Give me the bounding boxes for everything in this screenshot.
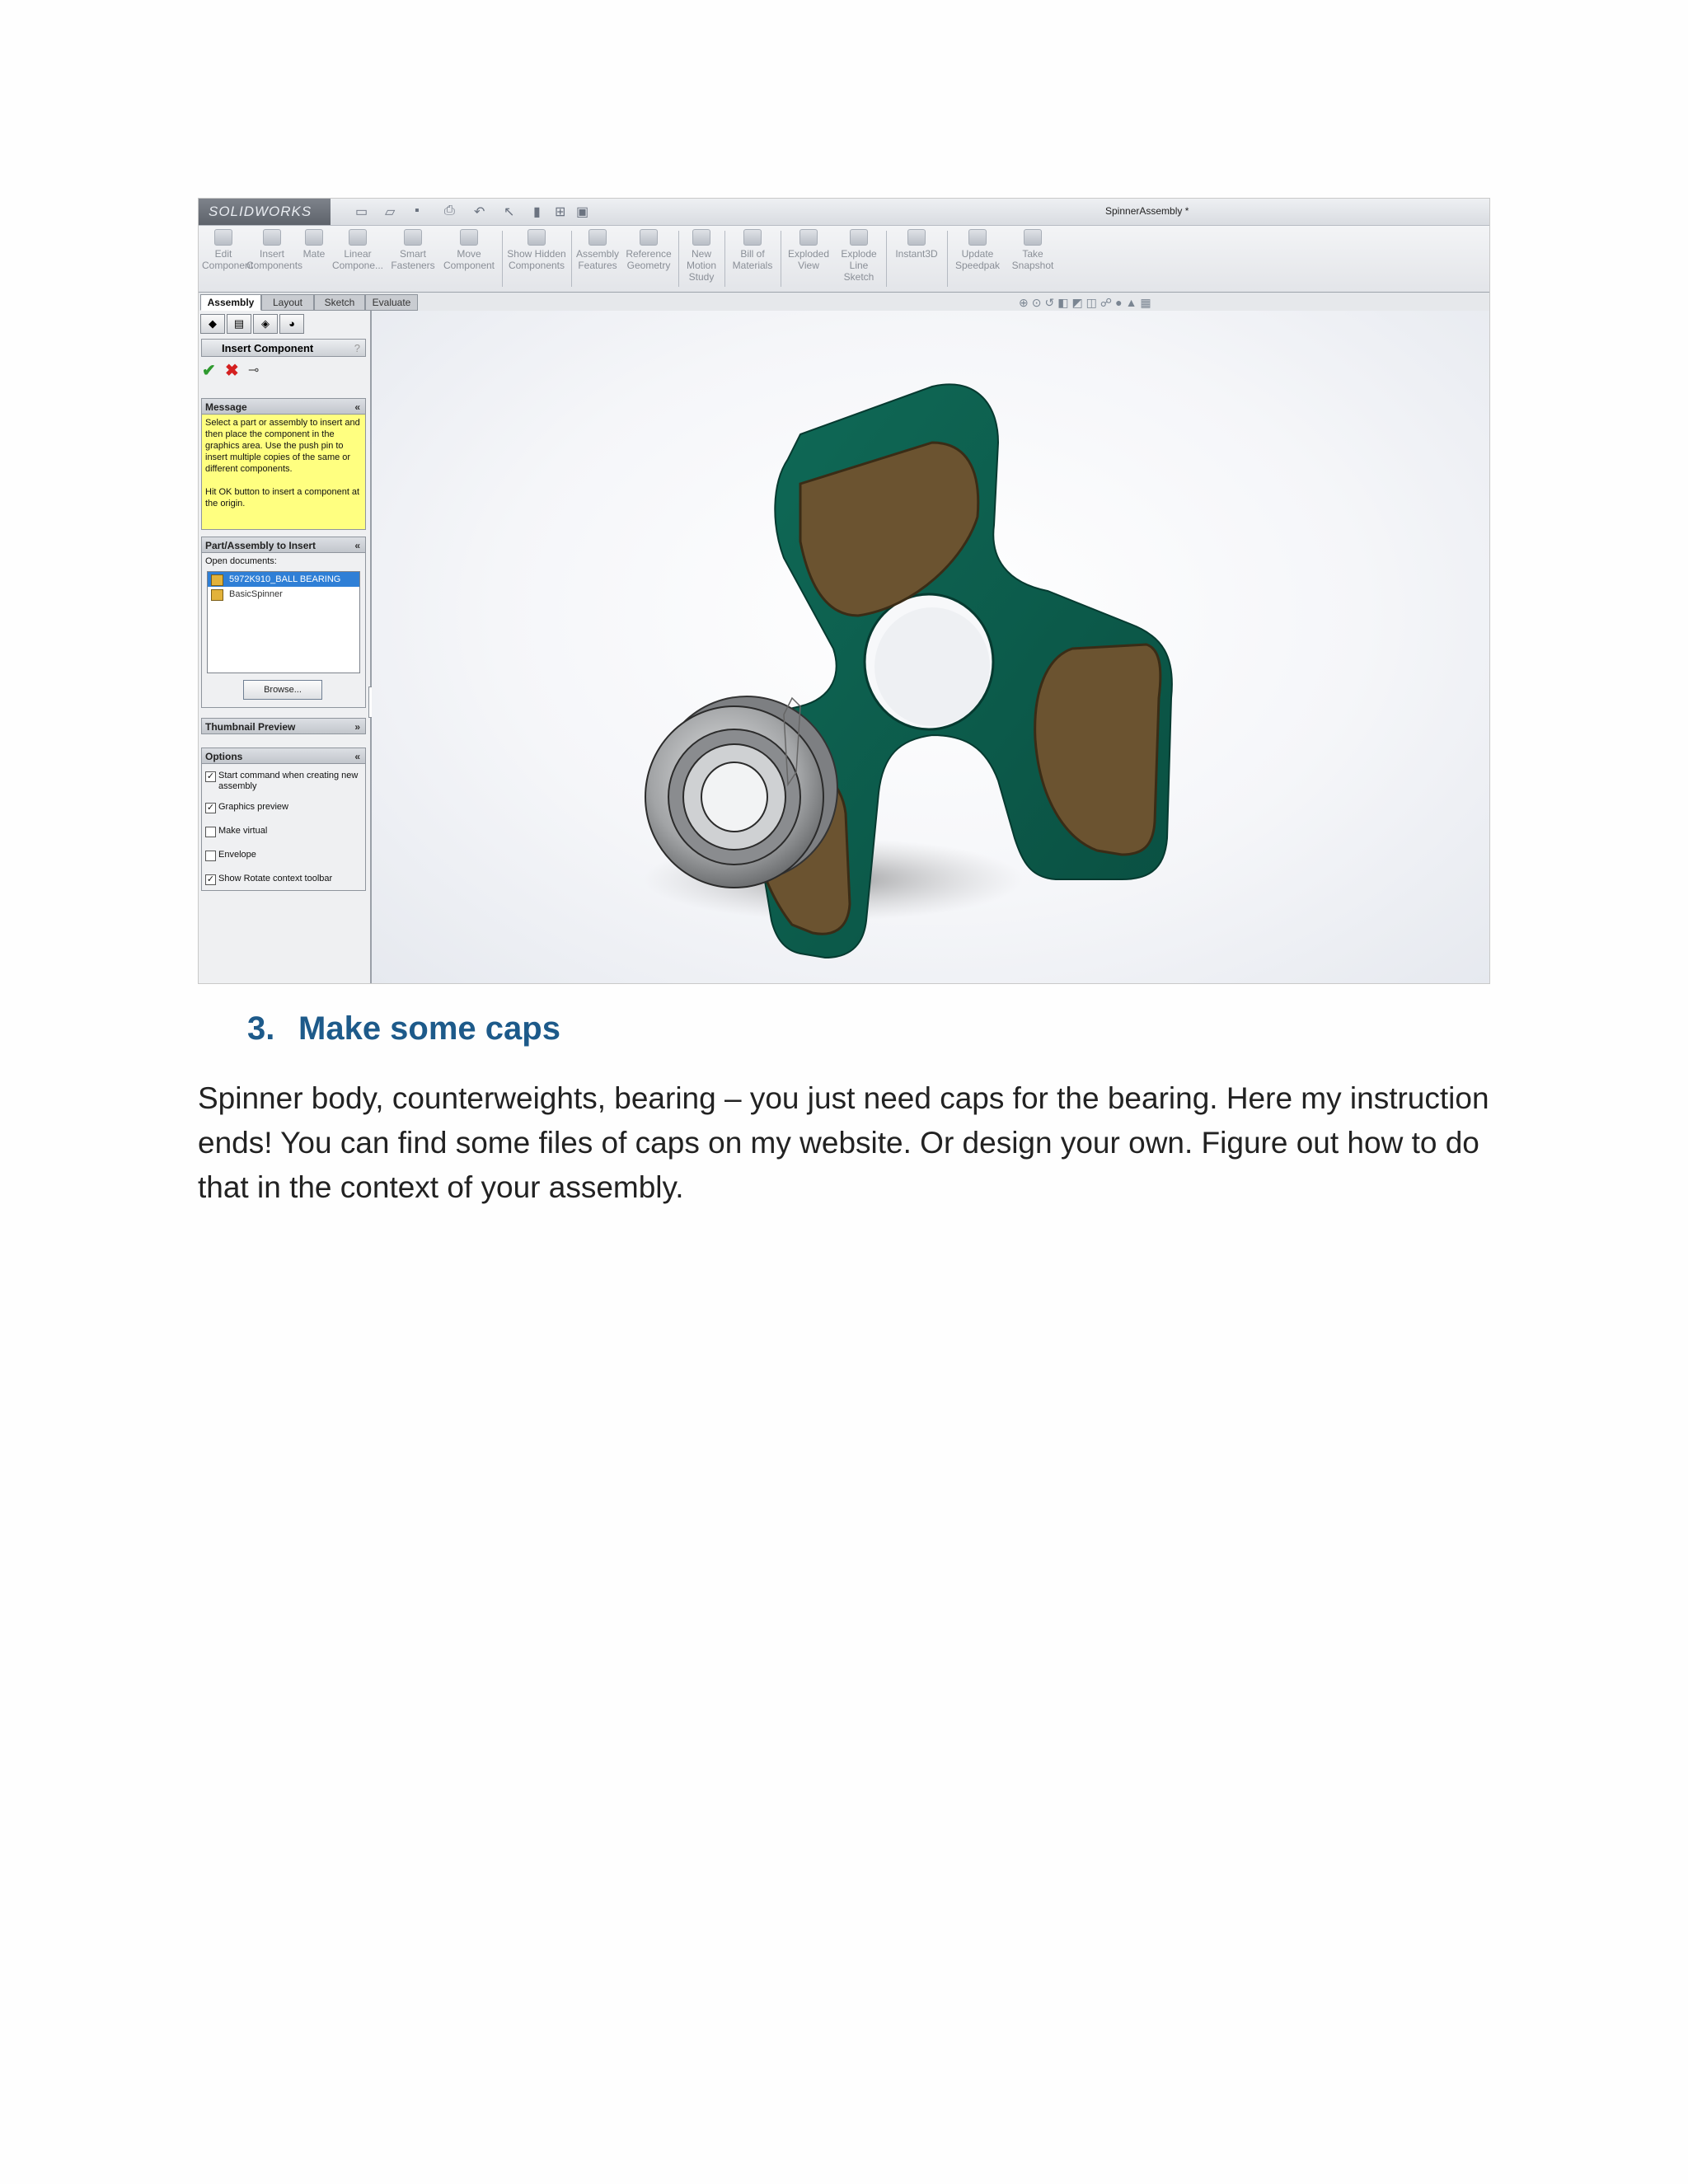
open-icon[interactable]: ▱ [385,205,396,219]
zoom-area-icon[interactable]: ⊙ [1031,296,1045,309]
smart-fasteners-icon [404,229,422,246]
heads-up-view-toolbar [1019,296,1155,310]
linear-pattern-icon [349,229,367,246]
tab-layout[interactable]: Layout [261,294,314,311]
assembly-features-button[interactable]: Assembly Features [574,229,621,288]
body-paragraph: Spinner body, counterweights, bearing – you just need caps for the bearing. Here my instruction ends! You can find some files of caps on my website. Or design your own. Figure out how to do that in the context of your assembly. [198,1081,1489,1204]
move-component-icon [460,229,478,246]
solidworks-screenshot [198,198,1490,984]
command-separator [678,231,679,287]
reference-geometry-button[interactable]: Reference Geometry [622,229,675,288]
thumbnail-preview-header[interactable]: Thumbnail Preview » [201,718,366,734]
command-manager [199,226,1489,293]
part-icon [211,574,223,586]
instant3d-button[interactable]: Instant3D [889,229,944,288]
display-manager-icon[interactable]: ◕ [279,314,304,334]
open-documents-label: Open documents: [205,556,277,566]
save-icon[interactable]: ▪ [415,204,420,218]
title-bar [199,199,1489,226]
open-documents-list [207,571,360,673]
hide-show-icon[interactable]: ☍ [1100,296,1116,309]
configuration-manager-icon[interactable]: ◈ [253,314,278,334]
graphics-area[interactable] [372,311,1489,983]
mate-button[interactable]: Mate [299,229,329,288]
new-motion-study-button[interactable]: New Motion Study [682,229,721,288]
speedpak-icon [968,229,987,246]
assembly-features-icon [588,229,607,246]
cancel-x-icon[interactable]: ✖ [225,362,239,380]
options-box [201,764,366,891]
expand-icon[interactable]: » [354,721,360,733]
option-make-virtual[interactable]: Make virtual [202,826,365,837]
push-pin-icon[interactable]: ⊸ [248,363,260,377]
view-settings-icon[interactable]: ▦ [1140,296,1155,309]
collapse-icon[interactable]: « [354,401,360,413]
file-properties-icon[interactable]: ⊞ [555,205,566,219]
section-heading [247,1010,560,1047]
bill-of-materials-button[interactable]: Bill of Materials [728,229,777,288]
view-orientation-icon[interactable]: ◩ [1071,296,1086,309]
section-view-icon[interactable]: ◧ [1057,296,1072,309]
checkbox[interactable] [205,827,216,837]
tab-evaluate[interactable]: Evaluate [365,294,418,311]
explode-line-sketch-button[interactable]: Explode Line Sketch [835,229,883,288]
camera-icon [1024,229,1042,246]
command-separator [724,231,725,287]
bill-of-materials-icon [743,229,762,246]
insert-components-button[interactable]: Insert Components [246,229,298,288]
show-hidden-icon [528,229,546,246]
mate-icon [305,229,323,246]
show-hidden-components-button[interactable]: Show Hidden Components [505,229,568,288]
explode-line-sketch-icon [850,229,868,246]
zoom-to-fit-icon[interactable]: ⊕ [1019,296,1032,309]
list-item[interactable]: BasicSpinner [208,587,359,602]
message-text-origin: Hit OK button to insert a component at the origin. [205,487,360,509]
display-style-icon[interactable]: ◫ [1085,296,1100,309]
part-assembly-header[interactable]: Part/Assembly to Insert « [201,537,366,553]
options-icon[interactable]: ▣ [576,205,589,219]
instant3d-icon [907,229,926,246]
tab-assembly[interactable]: Assembly [200,294,261,311]
smart-fasteners-button[interactable]: Smart Fasteners [388,229,438,288]
option-graphics-preview[interactable]: ✓ Graphics preview [206,802,288,813]
previous-view-icon[interactable]: ↺ [1044,296,1058,309]
feature-manager-icon[interactable]: ◆ [200,314,225,334]
solidworks-logo: SOLIDWORKS [199,199,331,225]
command-separator [502,231,503,287]
print-icon[interactable]: ⎙ [444,204,455,218]
ok-check-icon[interactable]: ✔ [202,362,216,380]
checkbox[interactable]: ✓ [206,771,215,781]
edit-component-button[interactable]: Edit Component [202,229,245,288]
message-text: Select a part or assembly to insert and then place the component in the graphics area. Use the push pin to insert multiple copies of the same or different components. [205,418,360,474]
take-snapshot-button[interactable]: Take Snapshot [1006,229,1059,288]
part-assembly-box [201,553,366,708]
manager-tabs [200,314,306,334]
select-icon[interactable]: ↖ [504,205,515,219]
checkbox[interactable]: ✓ [206,874,215,884]
document-title: SpinnerAssembly * [1105,205,1189,217]
list-item[interactable]: 5972K910_BALL BEARING [208,572,359,587]
property-manager-icon[interactable]: ▤ [227,314,251,334]
section-number: 3. [247,1010,275,1047]
tab-sketch[interactable]: Sketch [314,294,365,311]
command-separator [947,231,948,287]
option-show-rotate-toolbar[interactable]: ✓ Show Rotate context toolbar [206,874,333,884]
command-separator [886,231,887,287]
checkbox[interactable]: ✓ [206,803,215,813]
update-speedpak-button[interactable]: Update Speedpak [950,229,1005,288]
command-tabs [199,293,1489,311]
browse-button[interactable]: Browse... [243,680,322,700]
option-start-command[interactable]: ✓ Start command when creating new assembly [206,771,359,791]
checkbox[interactable] [205,851,216,861]
move-component-button[interactable]: Move Component [439,229,499,288]
option-envelope[interactable]: Envelope [202,850,365,860]
collapse-icon[interactable]: « [354,751,360,762]
collapse-icon[interactable]: « [354,540,360,551]
message-header[interactable]: Message « [201,398,366,415]
help-icon[interactable]: ? [354,342,360,354]
spinner-model [372,311,1489,983]
linear-component-pattern-button[interactable]: Linear Compone... [331,229,385,288]
motion-study-icon [692,229,710,246]
scene-icon[interactable]: ▲ [1125,296,1141,309]
edit-component-icon [214,229,232,246]
rebuild-icon[interactable]: ▮ [533,205,541,219]
command-separator [571,231,572,287]
exploded-view-button[interactable]: Exploded View [784,229,833,288]
section-title: Make some caps [298,1010,560,1047]
options-header[interactable]: Options « [201,748,366,764]
reference-geometry-icon [640,229,658,246]
part-icon [211,589,223,601]
insert-components-icon [263,229,281,246]
insert-component-title: Insert Component ? [201,339,366,357]
appearance-icon[interactable]: ● [1115,296,1126,309]
undo-icon[interactable]: ↶ [474,205,485,219]
exploded-view-icon [799,229,818,246]
property-manager [199,311,372,983]
new-document-icon[interactable]: ▭ [355,205,368,219]
message-box [201,415,366,530]
